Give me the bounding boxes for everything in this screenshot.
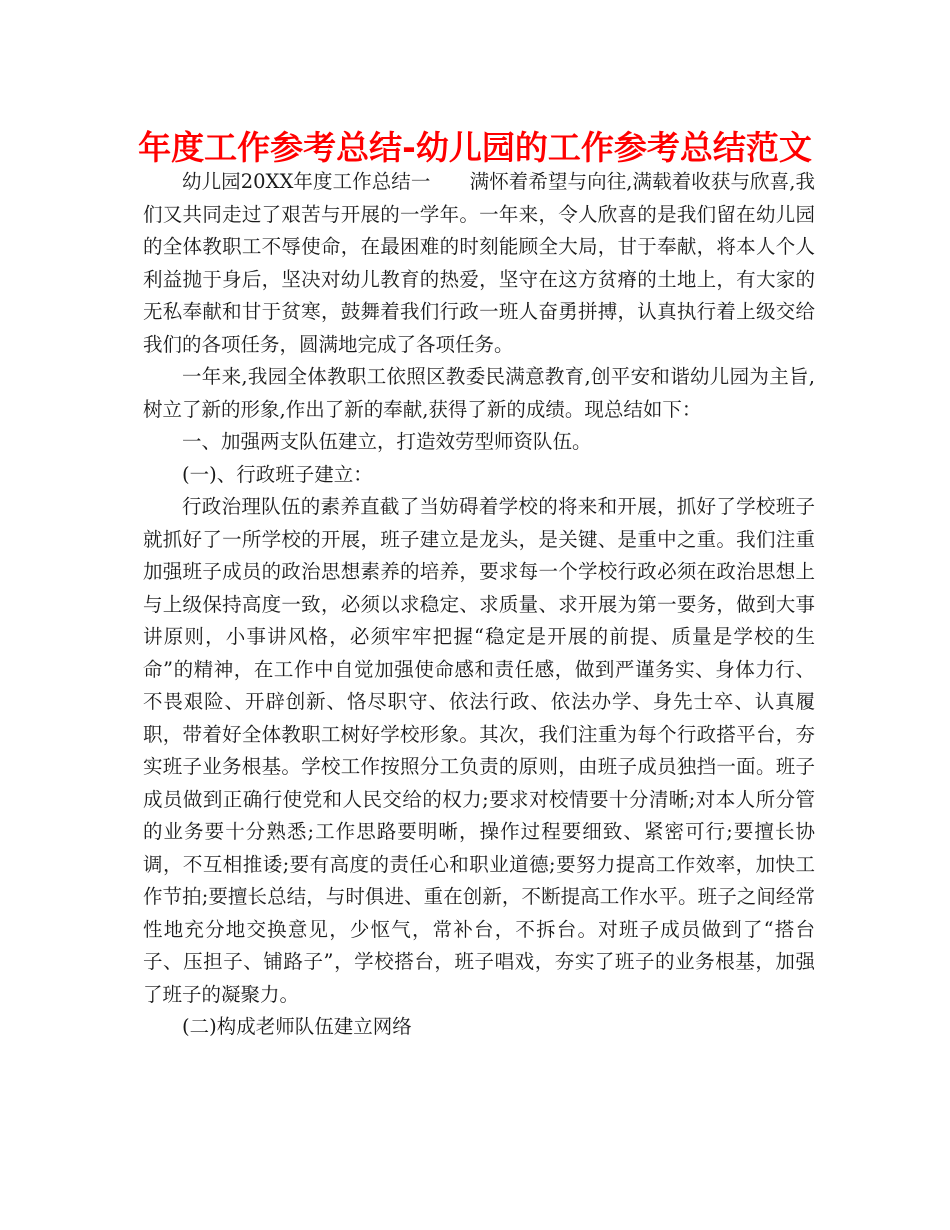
subsection-heading-2: (二)构成老师队伍建立网络 — [182, 1015, 412, 1038]
section-heading-1: 一、加强两支队伍建立，打造效劳型师资队伍。 — [182, 430, 592, 453]
paragraph-admin-team: 行政治理队伍的素养直截了当妨碍着学校的将来和开展，抓好了学校班子就抓好了一所学校的开展，班子建立是龙头，是关键、是重中之重。我们注重加强班子成员的政治思想素养的培养，要求每一个学校行政必须在政治思想上与上级保持高度一致，必须以求稳定、求质量、求开展为第一要务，做到大事讲原则，小事讲风格，必须牢牢把握“稳定是开展的前提、质量是学校的生命”的精神，在工作中自觉加强使命感和责任感，做到严谨务实、身体力行、不畏艰险、开辟创新、恪尽职守、依法行政、依法办学、身先士卒、认真履职，带着好全体教职工树好学校形象。其次，我们注重为每个行政搭平台，夯实班子业务根基。学校工作按照分工负责的原则，由班子成员独挡一面。班子成员做到正确行使党和人民交给的权力;要求对校情要十分清晰;对本人所分管的业务要十分熟悉;工作思路要明晰，操作过程要细致、紧密可行;要擅长协调，不互相推诿;要有高度的责任心和职业道德;要努力提高工作效率，加快工作节拍;要擅长总结，与时俱进、重在创新，不断提高工作水平。班子之间经常性地充分地交换意见，少怄气，常补台，不拆台。对班子成员做到了“搭台子、压担子、铺路子”，学校搭台，班子唱戏，夯实了班子的业务根基，加强了班子的凝聚力。 — [143, 495, 815, 1006]
subsection-heading-1: (一)、行政班子建立： — [182, 462, 373, 486]
paragraph-intro: 幼儿园20XX年度工作总结一 满怀着希望与向往,满载着收获与欣喜,我们又共同走过了艰苦与开展的一学年。一年来，令人欣喜的是我们留在幼儿园的全体教职工不辱使命，在最困难的时刻能顾全大局，甘于奉献，将本人个人利益抛于身后，坚决对幼儿教育的热爱，坚守在这方贫瘠的土地上，有大家的无私奉献和甘于贫寒，鼓舞着我们行政一班人奋勇拼搏，认真执行着上级交给我们的各项任务，圆满地完成了各项任务。 — [143, 170, 815, 356]
document-title: 年度工作参考总结-幼儿园的工作参考总结范文 — [138, 128, 812, 167]
paragraph-summary: 一年来,我园全体教职工依照区教委民满意教育,创平安和谐幼儿园为主旨,树立了新的形象,作出了新的奉献,获得了新的成绩。现总结如下： — [143, 365, 815, 421]
document-body — [143, 166, 815, 1044]
